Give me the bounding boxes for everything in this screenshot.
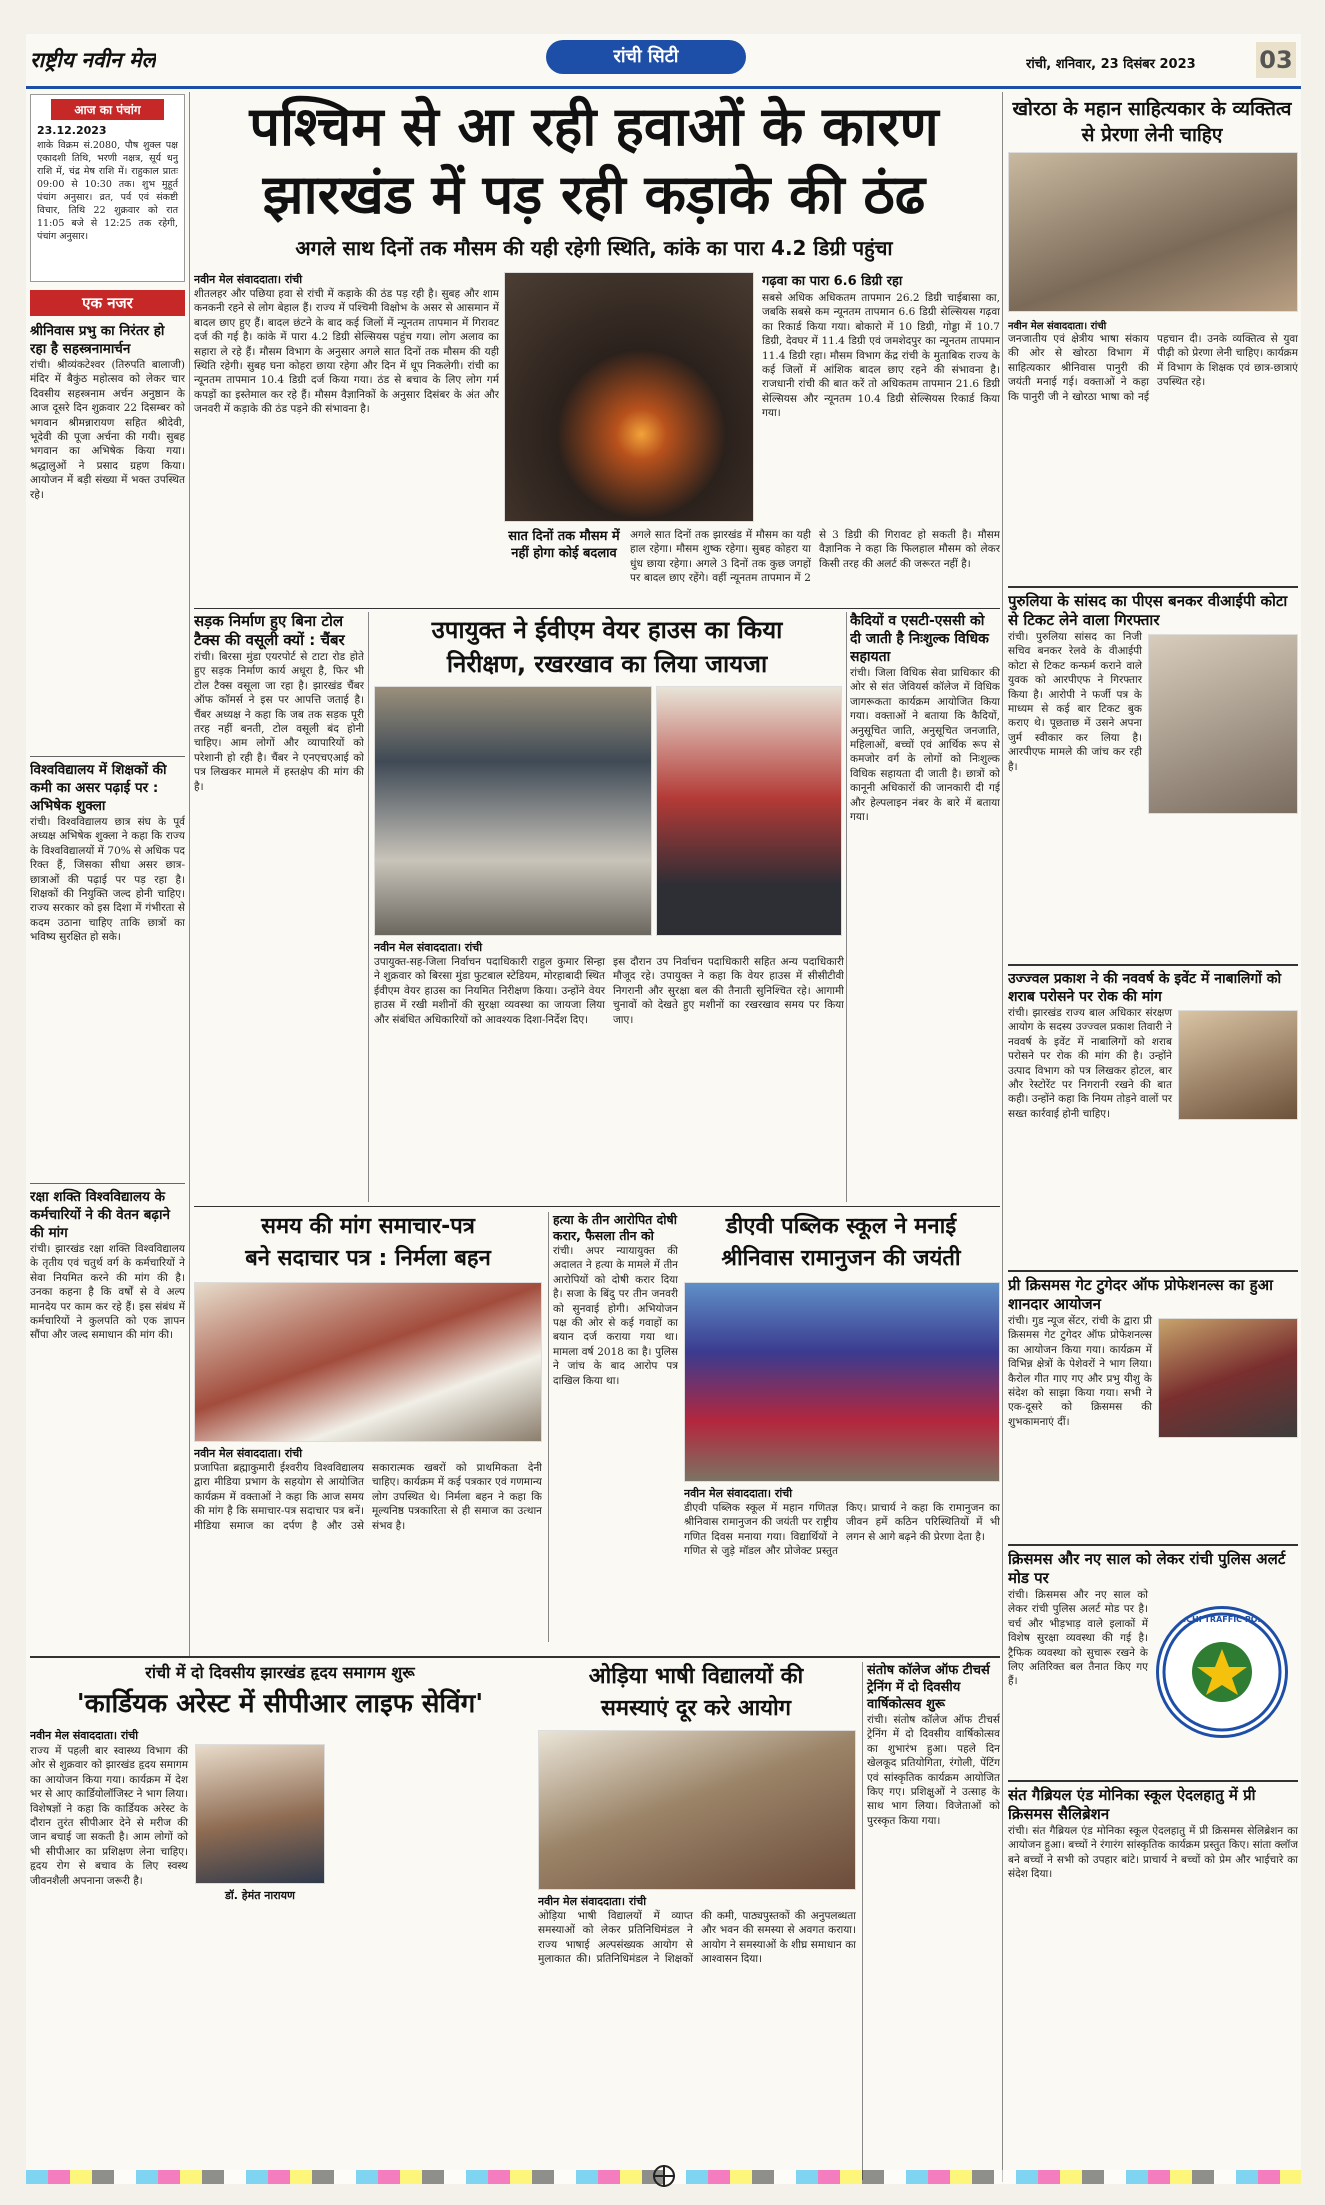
evm-headline-2: निरीक्षण, रखरखाव का लिया जायजा xyxy=(446,650,768,678)
dav-story xyxy=(684,1486,1000,1642)
section-tab xyxy=(546,40,746,74)
santosh-story xyxy=(862,1662,1000,2180)
evm-headline-1: उपायुक्त ने ईवीएम वेयर हाउस का किया xyxy=(431,616,783,644)
panchang-date: 23.12.2023 xyxy=(37,124,107,137)
masthead xyxy=(26,34,1301,86)
road-story xyxy=(194,612,364,1202)
legal-body: रांची। जिला विधिक सेवा प्राधिकार की ओर से संत जेवियर्स कॉलेज में विधिक जागरूकता कार्यक्रम आयोजित किया गया। वक्ताओं ने बताया कि कैदियों, अनुसूचित जाति, अनुसूचित जनजाति, महिलाओं, बच्चों एवं आर्थिक रूप से कमजोर वर्ग के लोगों को निःशुल्क विधिक सहायता दी जाती है। छात्रों को कानूनी अधिकारों की जानकारी दी गई और हेल्पलाइन नंबर के बारे में बताया गया। xyxy=(850,667,1000,824)
ek-nazar-item xyxy=(30,1183,185,1622)
christmas-pro-story xyxy=(1008,1270,1298,1538)
ek-nazar-column xyxy=(30,290,185,1656)
lead-body-2: सबसे अधिक अधिकतम तापमान 26.2 डिग्री चाईबासा का, जबकि सबसे कम न्यूनतम तापमान 6.6 डिग्री सेल्सियस गढ़वा का रिकार्ड किया गया। बोकारो में 10 डिग्री, गोड्डा में 10.7 डिग्री, देवघर में 11.4 डिग्री एवं जमशेदपुर का न्यूनतम तापमान 11.4 डिग्री रहा। मौसम विभाग केंद्र रांची के मुताबिक राज्य के कई जिलों में आंशिक बादल छाए रहने की संभावना है। राजधानी रांची की बात करें तो अधिकतम तापमान 21.6 डिग्री सेल्सियस और न्यूनतम 10.4 डिग्री सेल्सियस रिकार्ड किया गया। xyxy=(762,292,1000,420)
ujjwal-story xyxy=(1008,964,1298,1264)
traffic-police-badge-icon xyxy=(1156,1606,1288,1738)
nirmala-headline-1: समय की मांग समाचार-पत्र xyxy=(261,1214,475,1239)
bonfire-caption: सात दिनों तक मौसम में नहीं होगा कोई बदलाव xyxy=(508,529,620,561)
cardiac-headline: 'कार्डियक अरेस्ट में सीपीआर लाइफ सेविंग' xyxy=(76,1689,484,1719)
panchang-text: शाके विक्रम सं.2080, पौष शुक्ल पक्ष एकादशी तिथि, भरणी नक्षत्र, सूर्य धनु राशि में, चंद्र मेष राशि में। राहुकाल प्रातः 09:00 से 10:30 तक। शुभ मुहूर्त पंचांग अनुसार। व्रत, पर्व एवं संकष्टी विचार, तिथि 22 शुक्रवार को रात 11:05 बजे से 12:25 तक रहेगी, पंचांग अनुसार। xyxy=(37,140,178,242)
nirmala-story xyxy=(194,1446,542,1642)
dav-headline-2: श्रीनिवास रामानुजन की जयंती xyxy=(721,1246,961,1271)
paper-name: राष्ट्रीय नवीन मेल xyxy=(30,48,156,72)
school-christmas-body: रांची। संत गैब्रियल एंड मोनिका स्कूल ऐदलहातु में प्री क्रिसमस सेलिब्रेशन का आयोजन हुआ। बच्चों ने रंगारंग सांस्कृतिक कार्यक्रम प्रस्तुत किए। सांता क्लॉज बने बच्चों ने सभी को उपहार बांटे। प्राचार्य ने बच्चों को प्रेम और भाईचारे का संदेश दिया। xyxy=(1008,1825,1298,1881)
lead-story xyxy=(194,272,499,602)
lead-headline-1: पश्चिम से आ रही हवाओं के कारण xyxy=(249,95,939,158)
ek-nazar-body: रांची। श्रीव्यंकटेश्वर (तिरुपति बालाजी) मंदिर में बैकुंठ महोत्सव को लेकर चार दिवसीय सहस्त्रनाम अर्चन अनुष्ठान के आज दूसरे दिन शुक्रवार 22 दिसम्बर को भगवान श्रीमन्नारायण सहित श्रीदेवी, भूदेवी की पूजा अर्चना की गयी। सुबह भगवान का अभिषेक किया गया। श्रद्धालुओं ने प्रसाद ग्रहण किया। आयोजन में बड़ी संख्या में भक्त उपस्थित रहे। xyxy=(30,359,185,501)
khortha-headline: खोरठा के महान साहित्यकार के व्यक्तित्व से प्रेरणा लेनी चाहिए xyxy=(1012,98,1292,146)
cardiac-photo-caption: डॉ. हेमंत नारायण xyxy=(225,1889,295,1902)
christmas-pro-body: रांची। गुड न्यूज सेंटर, रांची के द्वारा प्री क्रिसमस गेट टुगेदर ऑफ प्रोफेशनल्स का आयोजन किया गया। कार्यक्रम में विभिन्न क्षेत्रों के पेशेवरों ने भाग लिया। कैरोल गीत गाए गए और प्रभु यीशु के संदेश को साझा किया गया। सभी ने एक-दूसरे को क्रिसमस की शुभकामनाएं दीं। xyxy=(1008,1315,1152,1428)
lead-strap: अगले साथ दिनों तक मौसम की यही रहेगी स्थिति, कांके का पारा 4.2 डिग्री पहुंचा xyxy=(295,236,893,260)
lead-subhead: गढ़वा का पारा 6.6 डिग्री रहा xyxy=(762,274,903,289)
police-alert-story xyxy=(1008,1544,1298,1774)
lead-byline: नवीन मेल संवाददाता। रांची xyxy=(194,273,303,286)
santosh-body: रांची। संतोष कॉलेज ऑफ टीचर्स ट्रेनिंग में दो दिवसीय वार्षिकोत्सव का शुभारंभ हुआ। पहले दिन खेलकूद प्रतियोगिता, रंगोली, पेंटिंग एवं सांस्कृतिक कार्यक्रम आयोजित किए गए। प्रशिक्षुओं ने उत्साह के साथ भाग लिया। विजेताओं को पुरस्कृत किया गया। xyxy=(867,1714,1000,1827)
pa-arrest-headline: पुरुलिया के सांसद का पीएस बनकर वीआईपी कोटा से टिकट लेने वाला गिरफ्तार xyxy=(1008,592,1288,629)
section-tab-label: रांची सिटी xyxy=(613,46,679,67)
legal-headline: कैदियों व एसटी-एससी को दी जाती है निःशुल्क विधिक सहायता xyxy=(850,613,989,665)
cardiac-body: राज्य में पहली बार स्वास्थ्य विभाग की ओर से शुक्रवार को झारखंड हृदय समागम का आयोजन किया गया। कार्यक्रम में देश भर से आए कार्डियोलॉजिस्ट ने भाग लिया। विशेषज्ञों ने कहा कि कार्डियक अरेस्ट के दौरान तुरंत सीपीआर देने से मरीज की जान बचाई जा सकती है। आम लोगों को भी सीपीआर का प्रशिक्षण लेना चाहिए। हृदय रोग से बचाव के लिए स्वस्थ जीवनशैली अपनाना जरूरी है। xyxy=(30,1745,188,1887)
dav-headline-1: डीएवी पब्लिक स्कूल ने मनाई xyxy=(725,1214,957,1239)
evm-story xyxy=(374,940,844,1202)
nirmala-headline-2: बने सदाचार पत्र : निर्मला बहन xyxy=(245,1246,491,1271)
nirmala-photo xyxy=(194,1282,542,1442)
nirmala-byline: नवीन मेल संवाददाता। रांची xyxy=(194,1447,303,1460)
ek-nazar-head: श्रीनिवास प्रभु का निरंतर हो रहा है सहस्त्रनामार्चन xyxy=(30,323,165,357)
khortha-body: जनजातीय एवं क्षेत्रीय भाषा संकाय की ओर से खोरठा विभाग में साहित्यकार श्रीनिवास पानुरी की जयंती मनाई गई। वक्ताओं ने कहा कि पानुरी जी ने खोरठा भाषा को नई पहचान दी। उनके व्यक्तित्व से युवा पीढ़ी को प्रेरणा लेनी चाहिए। कार्यक्रम में विभाग के शिक्षक एवं छात्र-छात्राएं उपस्थित रहे। xyxy=(1008,333,1298,403)
odia-body: ओड़िया भाषी विद्यालयों में व्याप्त समस्याओं को लेकर प्रतिनिधिमंडल ने राज्य भाषाई अल्पसंख्यक आयोग से मुलाकात की। प्रतिनिधिमंडल ने शिक्षकों की कमी, पाठ्यपुस्तकों की अनुपलब्धता और भवन की समस्या से अवगत कराया। आयोग ने समस्याओं के शीघ्र समाधान का आश्वासन दिया। xyxy=(538,1910,856,1966)
dav-photo xyxy=(684,1282,1000,1482)
legal-story xyxy=(850,612,1000,1202)
ek-nazar-head: रक्षा शक्ति विश्वविद्यालय के कर्मचारियों ने की वेतन बढ़ाने की मांग xyxy=(30,1189,171,1241)
evm-body-1: उपायुक्त-सह-जिला निर्वाचन पदाधिकारी राहुल कुमार सिन्हा ने शुक्रवार को बिरसा मुंडा फुटबाल स्टेडियम, मोरहाबादी स्थित ईवीएम वेयर हाउस का नियमित निरीक्षण किया। उन्होंने वेयर हाउस में रखी मशीनों की सुरक्षा व्यवस्था का जायजा लिया और संबंधित अधिकारियों को आवश्यक दिशा-निर्देश दिए। xyxy=(374,956,605,1026)
cardiac-kicker: रांची में दो दिवसीय झारखंड हृदय समागम शुरू xyxy=(145,1663,415,1682)
odia-story xyxy=(538,1894,856,2180)
ujjwal-photo xyxy=(1178,1010,1298,1120)
road-headline: सड़क निर्माण हुए बिना टोल टैक्स की वसूली क्यों : चैंबर xyxy=(194,612,345,649)
evm-byline: नवीन मेल संवाददाता। रांची xyxy=(374,941,483,954)
panchang-title: आज का पंचांग xyxy=(51,99,164,120)
murder-headline: हत्या के तीन आरोपित दोषी करार, फैसला तीन को xyxy=(553,1212,677,1243)
cardiac-photo xyxy=(195,1744,325,1884)
page-number: 03 xyxy=(1256,42,1296,78)
nirmala-body: प्रजापिता ब्रह्माकुमारी ईश्वरीय विश्वविद्यालय द्वारा मीडिया प्रभाग के सहयोग से आयोजित कार्यक्रम में वक्ताओं ने कहा कि आज समय की मांग है कि समाचार-पत्र सदाचार पत्र बनें। मीडिया समाज का दर्पण है और उसे सकारात्मक खबरों को प्राथमिकता देनी चाहिए। कार्यक्रम में कई पत्रकार एवं गणमान्य लोग उपस्थित थे। निर्मला बहन ने कहा कि मूल्यनिष्ठ पत्रकारिता से ही समाज का उत्थान संभव है। xyxy=(194,1462,542,1532)
lead-body-3: अगले सात दिनों तक झारखंड में मौसम का यही हाल रहेगा। मौसम शुष्क रहेगा। सुबह कोहरा या धुंध छाया रहेगा। अगले 3 दिनों तक कुछ जगहों पर बादल छाए रहेंगे। वहीं न्यूनतम तापमान में 2 से 3 डिग्री की गिरावट हो सकती है। मौसम वैज्ञानिक ने कहा कि फिलहाल मौसम को लेकर किसी तरह की अलर्ट की जरूरत नहीं है। xyxy=(630,529,1000,585)
school-christmas-headline: संत गैब्रियल एंड मोनिका स्कूल ऐदलहातु में प्री क्रिसमस सैलिब्रेशन xyxy=(1008,1786,1256,1823)
lead-headline-2: झारखंड में पड़ रही कड़ाके की ठंढ xyxy=(262,163,926,226)
dav-body: डीएवी पब्लिक स्कूल में महान गणितज्ञ श्रीनिवास रामानुजन की जयंती पर राष्ट्रीय गणित दिवस मनाया गया। विद्यार्थियों ने गणित से जुड़े मॉडल और प्रोजेक्ट प्रस्तुत किए। प्राचार्य ने कहा कि रामानुजन का जीवन हमें कठिन परिस्थितियों में भी लगन से आगे बढ़ने की प्रेरणा देता है। xyxy=(684,1502,1000,1558)
odia-photo xyxy=(538,1730,856,1890)
khortha-story xyxy=(1008,318,1298,580)
ek-nazar-item xyxy=(30,322,185,748)
pa-arrest-photo xyxy=(1148,634,1298,814)
santosh-headline: संतोष कॉलेज ऑफ टीचर्स ट्रेनिंग में दो दिवसीय वार्षिकोत्सव शुरू xyxy=(867,1663,990,1712)
khortha-photo xyxy=(1008,152,1298,312)
murder-story xyxy=(548,1212,678,1642)
cardiac-story xyxy=(30,1728,530,2178)
ek-nazar-body: रांची। विश्वविद्यालय छात्र संघ के पूर्व अध्यक्ष अभिषेक शुक्ला ने कहा कि राज्य के विश्वविद्यालयों में 70% से अधिक पद रिक्त हैं, जिसका सीधा असर छात्र-छात्राओं की पढ़ाई पर पड़ रहा है। शिक्षकों की नियुक्ति जल्द होनी चाहिए। राज्य सरकार को इस दिशा में गंभीरता से कदम उठाना चाहिए ताकि छात्रों का भविष्य सुरक्षित हो सके। xyxy=(30,816,185,944)
odia-headline-1: ओड़िया भाषी विद्यालयों की xyxy=(588,1664,804,1689)
ek-nazar-body: रांची। झारखंड रक्षा शक्ति विश्वविद्यालय के तृतीय एवं चतुर्थ वर्ग के कर्मचारियों ने सेवा नियमित करने की मांग की है। उनका कहना है कि वर्षों से वे अल्प मानदेय पर काम कर रहे हैं। इस संबंध में कर्मचारियों ने कुलपति को एक ज्ञापन सौंपा और जल्द समाधान की मांग की। xyxy=(30,1243,185,1342)
christmas-pro-headline: प्री क्रिसमस गेट टुगेदर ऑफ प्रोफेशनल्स का हुआ शानदार आयोजन xyxy=(1008,1276,1273,1313)
odia-byline: नवीन मेल संवाददाता। रांची xyxy=(538,1895,647,1908)
ek-nazar-item xyxy=(30,756,185,1175)
ek-nazar-title: एक नजर xyxy=(30,290,185,316)
ek-nazar-head: विश्वविद्यालय में शिक्षकों की कमी का असर पढ़ाई पर : अभिषेक शुक्ला xyxy=(30,762,167,814)
dateline: रांची, शनिवार, 23 दिसंबर 2023 xyxy=(1026,57,1196,72)
murder-body: रांची। अपर न्यायायुक्त की अदालत ने हत्या के मामले में तीन आरोपियों को दोषी करार दिया है। सजा के बिंदु पर तीन जनवरी को सुनवाई होगी। अभियोजन पक्ष की ओर से कई गवाहों का बयान दर्ज कराया गया था। मामला वर्ष 2018 का है। पुलिस ने जांच के बाद आरोप पत्र दाखिल किया था। xyxy=(553,1245,678,1387)
pa-arrest-body: रांची। पुरुलिया सांसद का निजी सचिव बनकर रेलवे के वीआईपी कोटा से टिकट कन्फर्म कराने वाले युवक को आरपीएफ ने गिरफ्तार किया है। आरोपी ने फर्जी पत्र के माध्यम से कई बार टिकट बुक कराए थे। पूछताछ में उसने अपना जुर्म स्वीकार कर लिया है। आरपीएफ मामले की जांच कर रही है। xyxy=(1008,631,1142,773)
ujjwal-headline: उज्ज्वल प्रकाश ने की नववर्ष के इवेंट में नाबालिगों को शराब परोसने पर रोक की मांग xyxy=(1008,971,1282,1005)
pa-arrest-story xyxy=(1008,586,1298,958)
evm-photo-left xyxy=(374,686,652,936)
evm-body-2: इस दौरान उप निर्वाचन पदाधिकारी सहित अन्य पदाधिकारी मौजूद रहे। उपायुक्त ने कहा कि वेयर हाउस में सीसीटीवी निगरानी और सुरक्षा बल की तैनाती सुनिश्चित रहे। आगामी चुनावों को देखते हुए मशीनों का रखरखाव समय पर किया जाए। xyxy=(613,956,844,1026)
traffic-police-badge-label: RANCHI TRAFFIC POLICE xyxy=(1167,1615,1277,1624)
police-alert-headline: क्रिसमस और नए साल को लेकर रांची पुलिस अलर्ट मोड पर xyxy=(1008,1550,1286,1587)
odia-headline-2: समस्याएं दूर करे आयोग xyxy=(600,1696,792,1721)
khortha-byline: नवीन मेल संवाददाता। रांची xyxy=(1008,321,1107,332)
compass-rose-icon xyxy=(652,2164,676,2188)
lead-story-col2 xyxy=(762,272,1000,522)
police-alert-body: रांची। क्रिसमस और नए साल को लेकर रांची पुलिस अलर्ट मोड पर है। चर्च और भीड़भाड़ वाले इलाकों में विशेष सुरक्षा व्यवस्था की गई है। ट्रैफिक व्यवस्था को सुचारू रखने के लिए अतिरिक्त बल तैनात किए गए हैं। xyxy=(1008,1589,1148,1688)
school-christmas-story xyxy=(1008,1780,1298,2180)
newspaper-page xyxy=(26,34,1301,2184)
road-body: रांची। बिरसा मुंडा एयरपोर्ट से टाटा रोड होते हुए सड़क निर्माण कार्य अधूरा है, फिर भी टोल टैक्स वसूला जा रहा है। झारखंड चैंबर ऑफ कॉमर्स ने इस पर आपत्ति जताई है। चैंबर अध्यक्ष ने कहा कि जब तक सड़क पूरी तरह नहीं बनती, टोल वसूली बंद होनी चाहिए। आम लोगों और व्यापारियों को परेशानी हो रही है। चैंबर ने एनएचएआई को पत्र लिखकर मामले में हस्तक्षेप की मांग की है। xyxy=(194,651,364,793)
bonfire-photo xyxy=(504,272,754,522)
lead-body-1: शीतलहर और पछिया हवा से रांची में कड़ाके की ठंड पड़ रही है। सुबह और शाम कनकनी रहने से लोग बेहाल हैं। राज्य में पश्चिमी विक्षोभ के असर से आसमान में बादल छाए हुए हैं। बादल छंटने के बाद कई जिलों में न्यूनतम तापमान में गिरावट दर्ज की गई है। कांके में पारा 4.2 डिग्री सेल्सियस पहुंच गया। लोग अलाव का सहारा ले रहे हैं। मौसम विभाग के अनुसार अगले सात दिनों तक मौसम की यही स्थिति रहेगी। सुबह घना कोहरा छाया रहेगा और दिन में धूप निकलेगी। रांची का न्यूनतम तापमान 10.4 डिग्री दर्ज किया गया। ठंड से बचाव के लिए लोग गर्म कपड़ों का इस्तेमाल कर रहे हैं। मौसम वैज्ञानिकों के अनुसार दिसंबर के अंत और जनवरी में कड़ाके की ठंड पड़ने की संभावना है। xyxy=(194,288,499,416)
dav-byline: नवीन मेल संवाददाता। रांची xyxy=(684,1487,793,1500)
evm-photo-right xyxy=(656,686,842,936)
ujjwal-body: रांची। झारखंड राज्य बाल अधिकार संरक्षण आयोग के सदस्य उज्ज्वल प्रकाश तिवारी ने नववर्ष के इवेंट में नाबालिगों को शराब परोसने पर रोक की मांग की है। उन्होंने उत्पाद विभाग को पत्र लिखकर होटल, बार और रेस्टोरेंट पर निगरानी रखने की बात कही। उन्होंने कहा कि नियम तोड़ने वालों पर सख्त कार्रवाई होनी चाहिए। xyxy=(1008,1007,1172,1120)
christmas-pro-photo xyxy=(1158,1318,1298,1438)
panchang-box xyxy=(30,94,185,282)
cardiac-byline: नवीन मेल संवाददाता। रांची xyxy=(30,1729,139,1742)
